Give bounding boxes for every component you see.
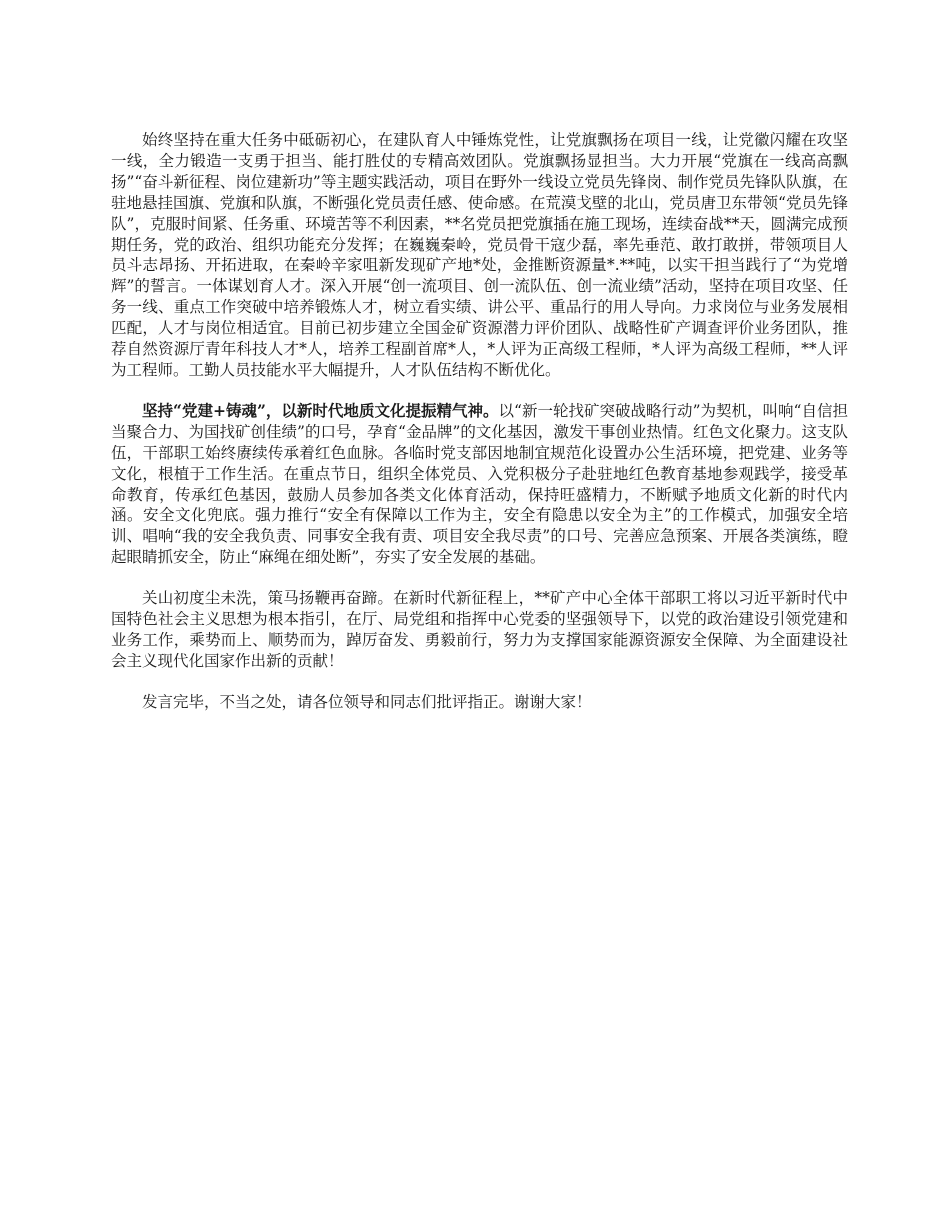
paragraph-lead-heading: 坚持“党建+铸魂”，以新时代地质文化提振精气神。 [142, 400, 499, 420]
document-body [111, 130, 848, 733]
paragraph-text: 关山初度尘未洗，策马扬鞭再奋蹄。在新时代新征程上，**矿产中心全体干部职工将以习近平新时代中国特色社会主义思想为根本指引，在厅、局党组和指挥中心党委的坚强领导下，以党的政治建设引领党建和业务工作，乘势而上、顺势而为，踔厉奋发、勇毅前行，努力为支撑国家能源资源安全保障、为全面建设社会主义现代化国家作出新的贡献！ [111, 589, 848, 670]
paragraph-thanks [111, 692, 848, 713]
paragraph-text: 发言完毕，不当之处，请各位领导和同志们批评指正。谢谢大家！ [142, 692, 592, 711]
paragraph-party-flag-talent [111, 130, 848, 381]
paragraph-culture [111, 401, 848, 568]
paragraph-closing-vision [111, 588, 848, 672]
paragraph-text: 始终坚持在重大任务中砥砺初心，在建队育人中锤炼党性，让党旗飘扬在项目一线，让党徽闪耀在攻坚一线，全力锻造一支勇于担当、能打胜仗的专精高效团队。党旗飘扬显担当。大力开展“党旗在一线高高飘扬”“奋斗新征程、岗位建新功”等主题实践活动，项目在野外一线设立党员先锋岗、制作党员先锋队队旗，在驻地悬挂国旗、党旗和队旗，不断强化党员责任感、使命感。在荒漠戈壁的北山，党员唐卫东带领“党员先锋队”，克服时间紧、任务重、环境苦等不利因素，**名党员把党旗插在施工现场，连续奋战**天，圆满完成预期任务，党的政治、组织功能充分发挥；在巍巍秦岭，党员骨干寇少磊，率先垂范、敢打敢拼，带领项目人员斗志昂扬、开拓进取，在秦岭辛家咀新发现矿产地*处，金推断资源量*.**吨，以实干担当践行了“为党增辉”的誓言。一体谋划育人才。深入开展“创一流项目、创一流队伍、创一流业绩”活动，坚持在项目攻坚、任务一线、重点工作突破中培养锻炼人才，树立看实绩、讲公平、重品行的用人导向。力求岗位与业务发展相匹配，人才与岗位相适宜。目前已初步建立全国金矿资源潜力评价团队、战略性矿产调查评价业务团队，推荐自然资源厅青年科技人才*人，培养工程副首席*人，*人评为正高级工程师，*人评为高级工程师，**人评为工程师。工勤人员技能水平大幅提升，人才队伍结构不断优化。 [111, 131, 848, 379]
paragraph-text: 以“新一轮找矿突破战略行动”为契机，叫响“自信担当聚合力、为国找矿创佳绩”的口号，孕育“金品牌”的文化基因，激发干事创业热情。红色文化聚力。这支队伍，干部职工始终赓续传承着红色血脉。各临时党支部因地制宜规范化设置办公生活环境，把党建、业务等文化，根植于工作生活。在重点节日，组织全体党员、入党积极分子赴驻地红色教育基地参观践学，接受革命教育，传承红色基因，鼓励人员参加各类文化体育活动，保持旺盛精力，不断赋予地质文化新的时代内涵。安全文化兜底。强力推行“安全有保障以工作为主，安全有隐患以安全为主”的工作模式，加强安全培训、唱响“我的安全我负责、同事安全我有责、项目安全我尽责”的口号、完善应急预案、开展各类演练，瞪起眼睛抓安全，防止“麻绳在细处断”，夯实了安全发展的基础。 [111, 401, 848, 567]
